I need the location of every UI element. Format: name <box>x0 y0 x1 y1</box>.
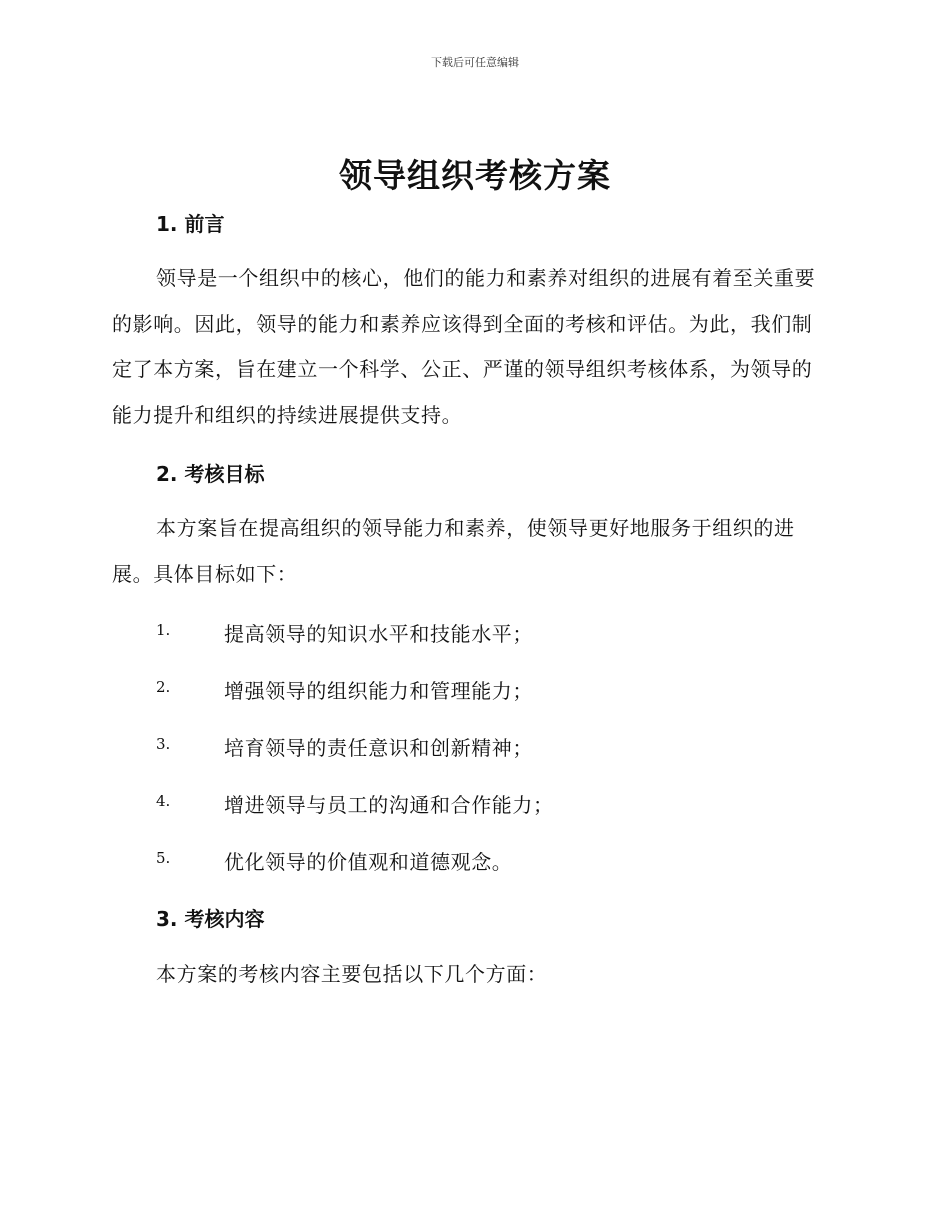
goal-text: 培育领导的责任意识和创新精神； <box>224 736 533 760</box>
goal-list-item <box>0 732 950 762</box>
goal-text: 增强领导的组织能力和管理能力； <box>224 679 533 703</box>
goal-number: 1. <box>156 621 171 639</box>
goal-text: 增进领导与员工的沟通和合作能力； <box>224 793 554 817</box>
goal-list-item <box>0 675 950 705</box>
goal-number: 5. <box>156 849 171 867</box>
page-header-note: 下载后可任意编辑 <box>431 56 519 69</box>
section-heading-preface: 1. 前言 <box>156 212 225 236</box>
goal-list-item <box>0 789 950 819</box>
goals-intro-paragraph: 本方案旨在提高组织的领导能力和素养，使领导更好地服务于组织的进展。具体目标如下： <box>112 516 795 586</box>
goal-list-item <box>0 846 950 876</box>
goal-number: 2. <box>156 678 171 696</box>
section-heading-goals: 2. 考核目标 <box>156 462 265 486</box>
section-heading-content: 3. 考核内容 <box>156 907 265 931</box>
goal-list-item <box>0 618 950 648</box>
goal-number: 3. <box>156 735 171 753</box>
preface-paragraph: 领导是一个组织中的核心，他们的能力和素养对组织的进展有着至关重要的影响。因此，领导的能力和素养应该得到全面的考核和评估。为此，我们制定了本方案，旨在建立一个科学、公正、严谨的领导组织考核体系，为领导的能力提升和组织的持续进展提供支持。 <box>112 266 816 427</box>
goal-text: 优化领导的价值观和道德观念。 <box>224 850 513 874</box>
content-intro-paragraph: 本方案的考核内容主要包括以下几个方面： <box>156 962 548 986</box>
document-title: 领导组织考核方案 <box>339 156 611 195</box>
goal-text: 提高领导的知识水平和技能水平； <box>224 622 533 646</box>
goal-number: 4. <box>156 792 171 810</box>
